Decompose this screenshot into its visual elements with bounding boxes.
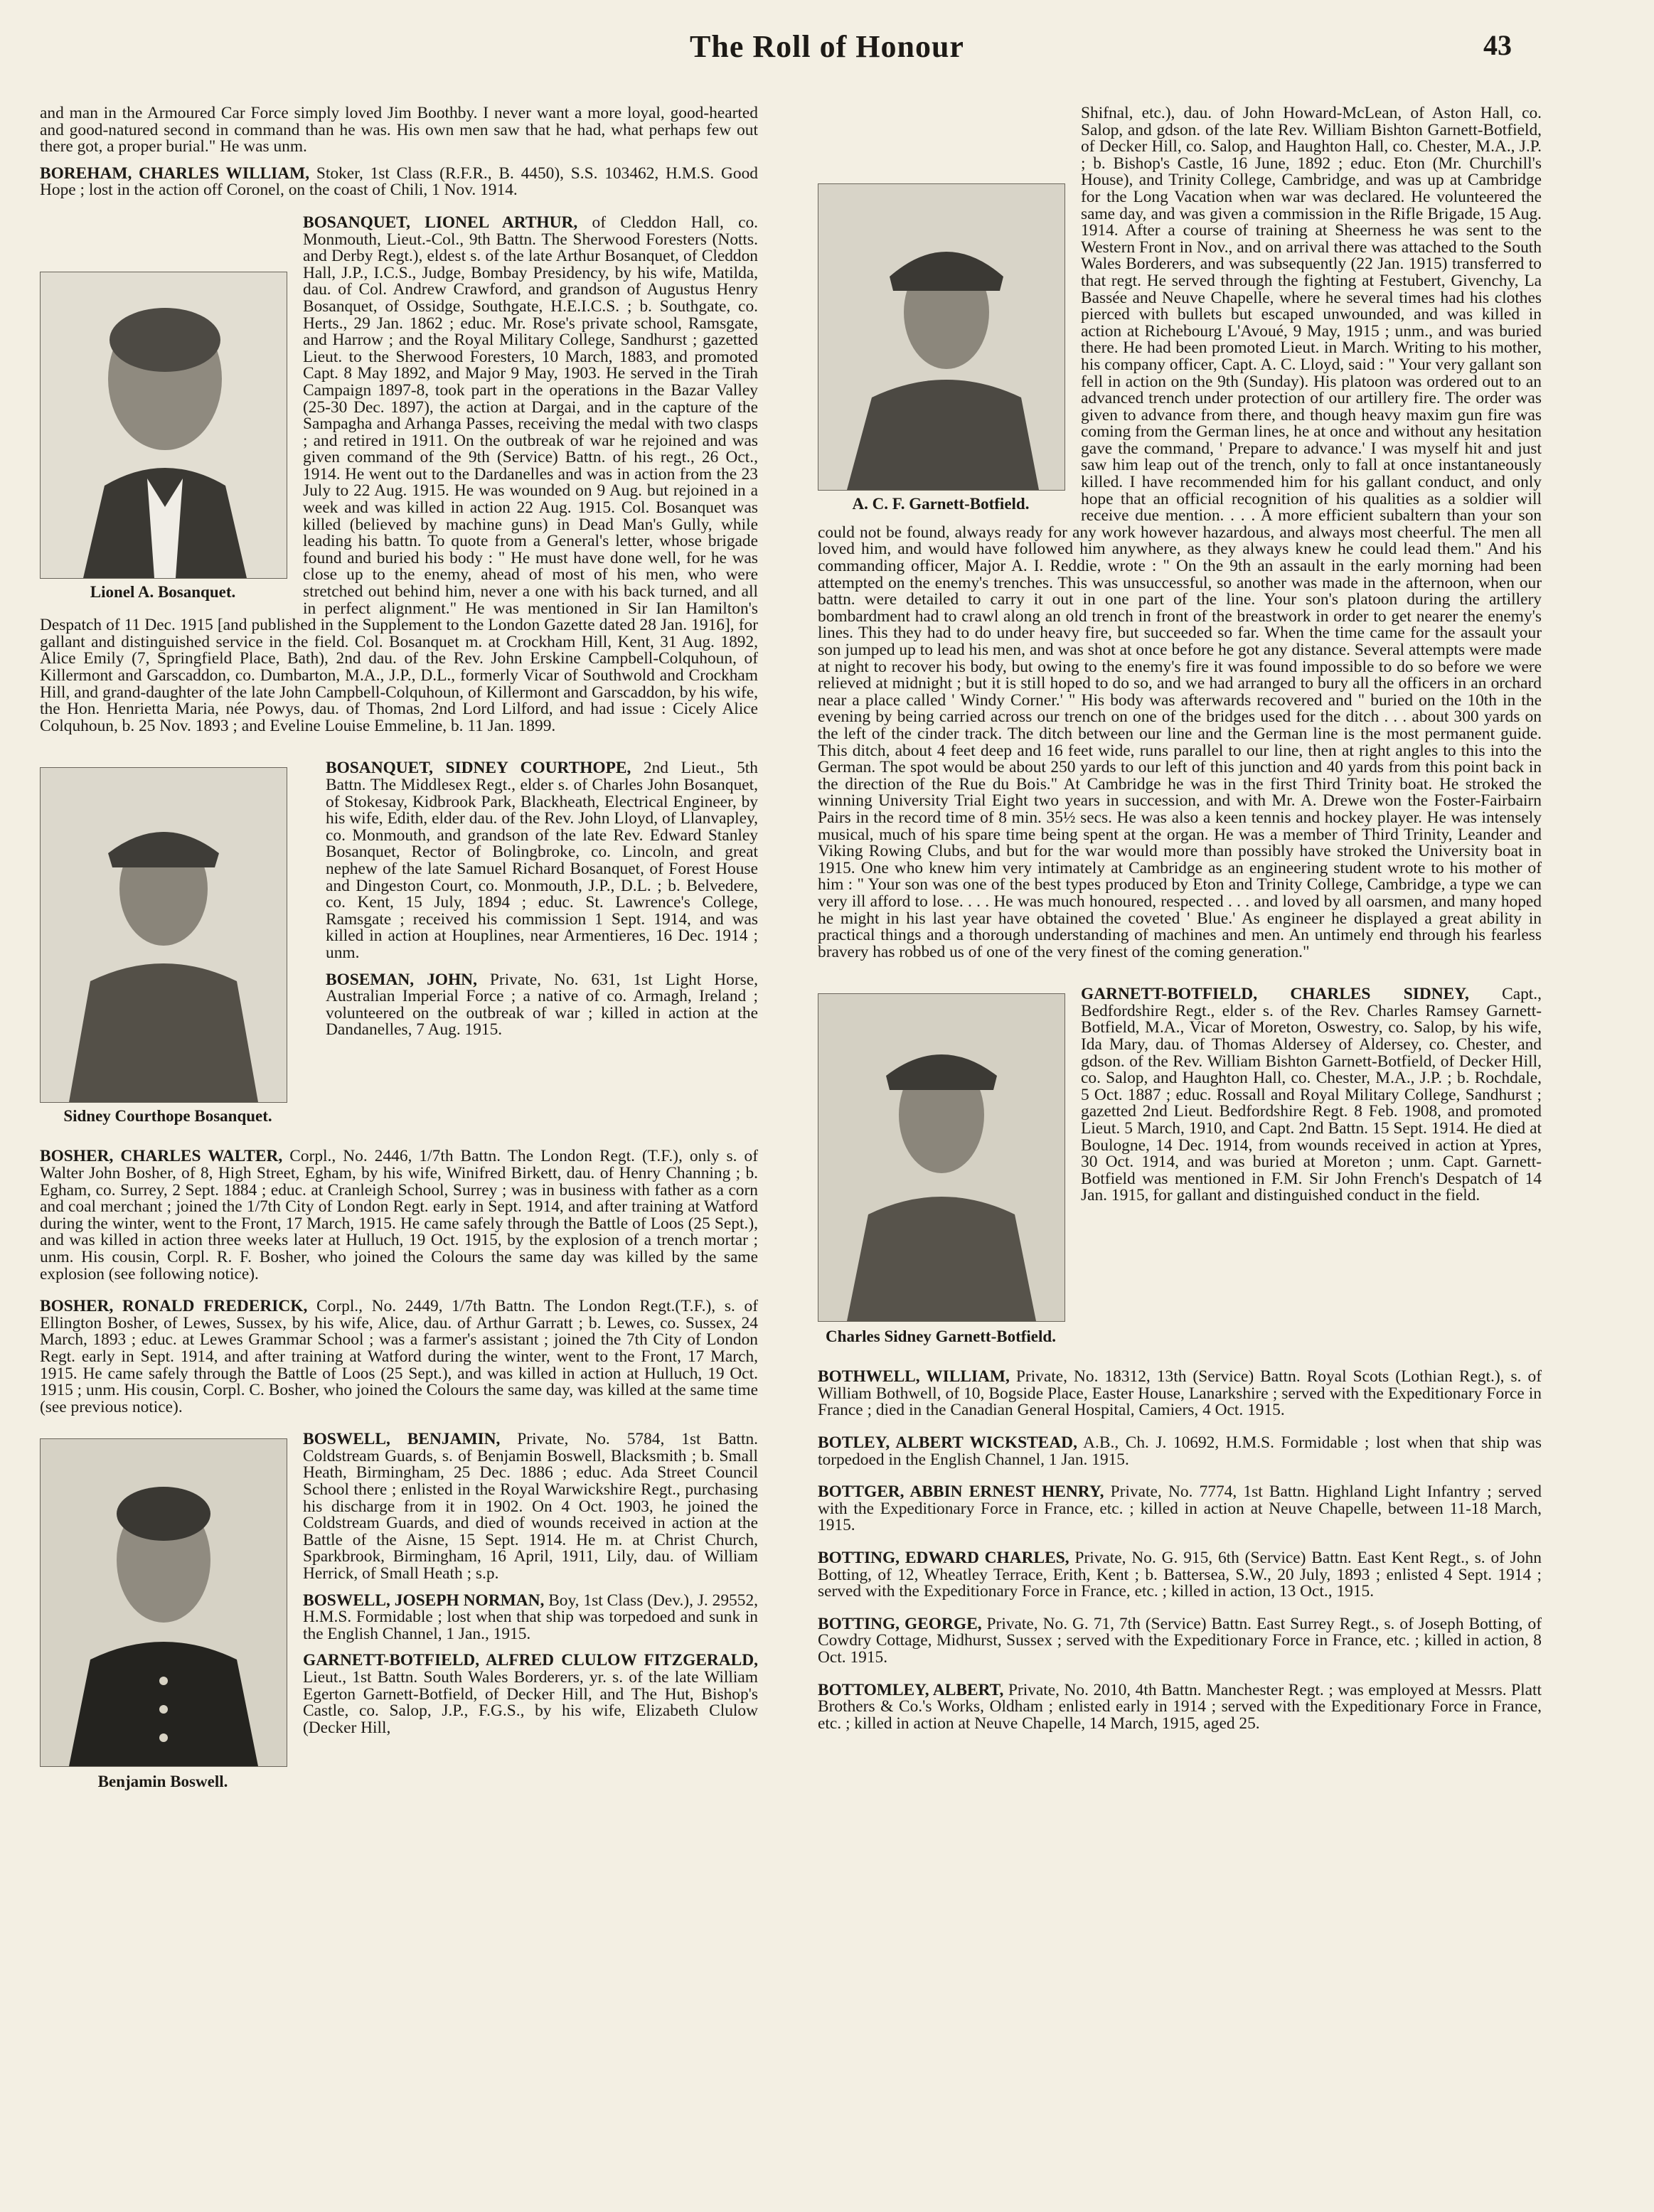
entry-text: Private, No. 18312, 13th (Service) Battn. Royal Scots (Lothian Regt.), s. of William Bothwell, of 10, Bogside Place, Easter House, Lanarkshire ; served with the Expeditionary Force in France ; died in the Canadian General Hospital, Camiers, 4 Oct. 1915. (818, 1367, 1542, 1420)
entry-text: Private, No. 2010, 4th Battn. Manchester Regt. ; was employed at Messrs. Platt Brothers & Co.'s Works, Oldham ; enlisted early in 1914 ; served with the Expeditionary Force in France, etc. ; killed in action at Neuve Chapelle, 14 March, 1915, aged 25. (818, 1680, 1542, 1733)
entry-bosher-charles (40, 1148, 758, 1283)
entry-text: Capt., Bedfordshire Regt., elder s. of the Rev. Charles Ramsey Garnett-Botfield, M.A., Vicar of Moreton, Oswestry, co. Salop, by his wife, Ida Mary, dau. of Thomas Aldersey of Aldersey, co. Chester, and gdson. of the Rev. William Bishton Garnett-Botfield, of Decker Hill, co. Salop, and Haughton Hall, co. Chester, M.A., J.P. ; b. Rochdale, 5 Oct. 1887 ; educ. Rossall and Royal Military College, Sandhurst ; gazetted 2nd Lieut. Bedfordshire Regt. 8 Feb. 1908, and promoted Lieut. 5 March, 1910, and Capt. 2nd Battn. 15 Sept. 1914. He died at Boulogne, 14 Dec. 1914, from wounds received in action at Ypres, 30 Oct. 1914, and was buried at Moreton ; unm. Capt. Garnett-Botfield was mentioned in F.M. Sir John French's Despatch of 14 Jan. 1915, for gallant and distinguished conduct in the field. (1081, 985, 1542, 1205)
entry-text: of Cleddon Hall, co. Monmouth, Lieut.-Col., 9th Battn. The Sherwood Foresters (Notts. and Derby Regt.), eldest s. of the late Arthur Bosanquet, of Cleddon Hall, J.P., I.C.S., Judge, Bombay Presidency, by his wife, Matilda, dau. of Col. Andrew Crawford, and grandson of Augustus Henry Bosanquet, of Ossidge, Southgate, H.E.I.C.S. ; b. Southgate, co. Herts., 29 Jan. 1862 ; educ. Mr. Rose's private school, Ramsgate, and Harrow ; and the Royal Military College, Sandhurst ; gazetted Lieut. to the Sherwood Foresters, 10 March, 1883, and promoted Capt. 8 May 1892, and Major 9 May, 1903. He served in the Tirah Campaign 1897-8, took part in the operations in the Bazar Valley (25-30 Dec. 1897), the action at Dargai, and in the capture of the Sampagha and Arhanga Passes, receiving the medal with two clasps ; and retired in 1911. On the outbreak of war he rejoined and was given command of the 9th (Service) Battn. of his regt., 26 Oct., 1914. He went out to the Dardanelles and was in action from the 23 July to 22 Aug. 1915. He was wounded on 9 Aug. but rejoined in a week and was killed in action 22 Aug. 1915. Col. Bosanquet was killed (believed by machine guns) in Dead Man's Gully, while leading his battn. To quote from a General's letter, whose brigade found and buried his body : " He must have done well, for he was close up to the enemy, ahead of most of his men, who were stretched out behind him, never a one with his back turned, and all in perfect alignment." He was mentioned in Sir Ian Hamilton's Despatch of 11 Dec. 1915 [and published in the Supplement to the London Gazette dated 28 Jan. 1916], for gallant and distinguished service in the field. Col. Bosanquet m. at Crockham Hill, Kent, 31 Aug. 1892, Alice Emily (7, Springfield Place, Bath), 2nd dau. of the Rev. John Erskine Campbell-Colquhoun, of Killermont and Garscaddon, co. Dumbarton, M.A., J.P., D.L., formerly Vicar of Southwold and Crockham Hill, and grand-daughter of the late John Campbell-Colquhoun, of Killermont and Garscaddon, by his wife, the Hon. Henrietta Maria, née Powys, dau. of Thomas, 2nd Lord Lilford, and had issue : Cicely Alice Colquhoun, b. 25 Nov. 1893 ; and Eveline Louise Emmeline, b. 11 Jan. 1899. (40, 213, 758, 735)
portrait-photo (40, 1438, 287, 1767)
portrait-caption: Lionel A. Bosanquet. (90, 582, 236, 601)
entry-name: BOTTOMLEY, ALBERT, (818, 1680, 1004, 1699)
portrait-caption: Sidney Courthope Bosanquet. (63, 1107, 272, 1126)
entry-name: GARNETT-BOTFIELD, CHARLES SIDNEY, (1081, 985, 1469, 1004)
entry-botting-edward (818, 1550, 1542, 1601)
entry-text: Boy, 1st Class (Dev.), J. 29552, H.M.S. Formidable ; lost when that ship was torpedoed and sunk in the English Channel, 1 Jan., 1915. (303, 1591, 758, 1643)
entry-text: Private, No. 5784, 1st Battn. Coldstream Guards, s. of Benjamin Boswell, Blacksmith ; b. Small Heath, Birmingham, 25 Dec. 1886 ; educ. Ada Street Council School there ; enlisted in the Royal Warwickshire Regt., purchasing his discharge from it in 1902. On 4 Oct. 1903, he joined the Coldstream Guards, and died of wounds received in action at the Battle of the Aisne, 15 Sept. 1914. He m. at Christ Church, Sparkbrook, Birmingham, 16 April, 1911, Lily, dau. of William Herrick, of Small Heath ; s.p. (303, 1430, 758, 1583)
entry-name: BOTTING, GEORGE, (818, 1614, 982, 1633)
page-title: The Roll of Honour (690, 29, 964, 64)
portrait-photo (818, 993, 1065, 1322)
entry-name: BOTHWELL, WILLIAM, (818, 1367, 1010, 1386)
entry-bosanquet-lionel (40, 215, 758, 744)
entry-bosanquet-sidney (40, 760, 758, 1133)
entry-bothwell (818, 1369, 1542, 1419)
entry-boswell-benjamin (40, 1430, 758, 1791)
entry-text: 2nd Lieut., 5th Battn. The Middlesex Regt., elder s. of Charles John Bosanquet, of Stokesay, Kidbrook Park, Blackheath, Electrical Engineer, by his wife, Edith, elder dau. of the Rev. John Lloyd, of Llanvapley, co. Monmouth, and grandson of the late Rev. Edward Stanley Bosanquet, Rector of Bolingbroke, co. Lincoln, and great nephew of the late Samuel Richard Bosanquet, of Forest House and Dingeston Court, co. Monmouth, J.P., D.L. ; b. Belvedere, co. Kent, 15 July, 1894 ; educ. St. Lawrence's College, Ramsgate ; received his commission 1 Sept. 1914, and was killed in action at Houplines, near Armentieres, 16 Dec. 1914 ; unm. (326, 759, 758, 962)
right-column (818, 105, 1542, 1748)
portrait-caption: A. C. F. Garnett-Botfield. (852, 495, 1030, 513)
portrait-block (818, 993, 1065, 1346)
entry-bottomley (818, 1682, 1542, 1733)
continued-paragraph: and man in the Armoured Car Force simply loved Jim Boothby. I never want a more loyal, good-hearted and good-natured second in command than he was. His own men saw that he had, what perhaps few out there got, a proper burial." He was unm. (40, 104, 758, 156)
entry-text: Private, No. 7774, 1st Battn. Highland Light Infantry ; served with the Expeditionary Force in France, etc. ; killed in action at Neuve Chapelle, between 11-18 March, 1915. (818, 1482, 1542, 1535)
entry-name: GARNETT-BOTFIELD, ALFRED CLULOW FITZGERALD, (303, 1651, 758, 1670)
entry-botley (818, 1435, 1542, 1468)
left-column (40, 105, 758, 1798)
entry-name: BOSWELL, BENJAMIN, (303, 1430, 501, 1449)
entry-text: Corpl., No. 2449, 1/7th Battn. The London Regt.(T.F.), s. of Ellington Bosher, of Lewes, Sussex, by his wife, Alice, dau. of Arthur Garratt ; b. Lewes, co. Sussex, 24 March, 1893 ; educ. at Lewes Grammar School ; was a farmer's assistant ; joined the 7th City of London Regt. early in Sept. 1914, and after training at Watford during the winter, went to the Front, 17 March, 1915. He came safely through the Battle of Loos (25 Sept.), and was killed in action at Hulluch, 19 Oct. 1915 ; unm. His cousin, Corpl. C. Bosher, who joined the Colours the same day, was killed at the same time (see previous notice). (40, 1297, 758, 1416)
entry-name: BOSHER, CHARLES WALTER, (40, 1147, 283, 1166)
portrait-caption: Charles Sidney Garnett-Botfield. (826, 1327, 1056, 1346)
portrait-block (818, 183, 1065, 513)
entry-garnett-alfred-continued (818, 105, 1542, 971)
entry-text: Lieut., 1st Battn. South Wales Borderers, yr. s. of the late William Egerton Garnett-Botfield, of Decker Hill, and The Hut, Bishop's Castle, co. Salop, J.P., F.G.S., by his wife, Elizabeth Clulow (Decker Hill, (303, 1668, 758, 1737)
page-number: 43 (1483, 29, 1512, 61)
entry-text: Private, No. 631, 1st Light Horse, Australian Imperial Force ; a native of co. Armagh, Ireland ; volunteered on the outbreak of war ; killed in action at the Dandanelles, 7 Aug. 1915. (326, 970, 758, 1040)
entry-name: BOSHER, RONALD FREDERICK, (40, 1297, 308, 1316)
entry-name: BOSWELL, JOSEPH NORMAN, (303, 1591, 545, 1610)
entry-body: Shifnal, etc.), dau. of John Howard-McLean, of Aston Hall, co. Salop, and gdson. of the late Rev. William Bishton Garnett-Botfield, of Decker Hill, co. Salop, and Haughton Hall, co. Chester, M.A., J.P. ; b. Bishop's Castle, 16 June, 1892 ; educ. Eton (Mr. Churchill's House), and Trinity College, Cambridge, and was up at Cambridge for the Long Vacation when war was declared. He volunteered the same day, and was given a commission in the Rifle Brigade, 15 Aug. 1914. After a course of training at Sheerness he was sent to the Western Front in Nov., and on arrival there was attached to the South Wales Borderers, and was subsequently (22 Jan. 1915) transferred to that regt. He served through the fighting at Festubert, Givenchy, La Bassée and Neuve Chapelle, where he several times had his clothes pierced with bullets but escaped unwounded, and was killed in action at Richebourg L'Avoué, 9 May, 1915 ; unm., and was buried there. He had been promoted Lieut. in March. Writing to his mother, his company officer, Capt. A. C. Lloyd, said : " Your very gallant son fell in action on the 9th (Sunday). His platoon was ordered out to an advanced trench under protection of our artillery fire. The order was given to advance from there, and though heavy maxim gun fire was coming from the German lines, he at once and without any hesitation gave the command, ' Prepare to advance.' I was myself hit and just saw him leap out of the trench, only to fall at once instantaneously killed. I have recommended him for his gallant conduct, and only hope that an official recognition of his qualities as a soldier will receive due mention. . . . A more efficient subaltern than your son could not be found, always ready for any work however hazardous, and always most cheerful. The men all loved him, and would have followed him anywhere, as they always knew he could lead them." And his commanding officer, Major A. I. Reddie, wrote : " On the 9th an assault in the early morning had been attempted on the enemy's trenches. This was unsuccessful, so another was made in the afternoon, when our battn. were detailed to carry it out in one part of the line. Your son's platoon during the artillery bombardment had to crawl along an old trench in front of the breastwork in order to get nearer the enemy's lines. This they had to do under heavy fire, but succeeded so far. When the time came for the assault your son jumped up to lead his men, and was shot at once before he got any distance. Several attempts were made at night to recover his body, but owing to the enemy's fire it was found impossible to do so before we were relieved at midnight ; but it is still hoped to do so, and we had arranged to bury all the officers in an orchard near a place called ' Windy Corner.' " His body was afterwards recovered and " buried on the 10th in the evening by being carried across our trench on one of the bridges used for the ditch . . . about 300 yards on the left of the cinder track. The ditch between our line and the German line is the most permanent guide. This ditch, about 4 feet deep and 16 feet wide, runs parallel to our line, then at right angles to this into the German. The spot would be about 250 yards to our left of this junction and 40 yards from this point back in the direction of the Rue du Bois." At Cambridge he was in the first Third Trinity boat. He stroked the winning University Trial Eight two years in succession, and with Mr. A. Drewe won the Foster-Fairbairn Pairs in the record time of 8 min. 35½ secs. He was also a keen tennis and hockey player. He was intensely musical, much of his spare time being spent at the organ. He was a member of Third Trinity, Leander and Viking Rowing Clubs, and but for the war would more than possibly have stroked the University boat in 1915. One who knew him very intimately at Cambridge as an engineering student wrote to his mother of him : " Your son was one of the best types produced by Eton and Trinity College, Cambridge, a type we can very ill afford to lose. . . . He was much honoured, respected . . . and loved by all oarsmen, and many hoped he might in his last year have obtained the coveted ' Blue.' As engineer he displayed a great ability in practical things and a thorough understanding of machines and men. An untimely end through his fearless bravery has robbed us of one of the very finest of the coming generation." (818, 104, 1542, 961)
portrait-photo (818, 183, 1065, 491)
entry-name: BOTTGER, ABBIN ERNEST HENRY, (818, 1482, 1104, 1502)
portrait-block (40, 767, 310, 1126)
entry-text: Private, No. G. 71, 7th (Service) Battn. East Surrey Regt., s. of Joseph Botting, of Cowdry Cottage, Midhurst, Sussex ; served with the Expeditionary Force in France, etc. ; killed in action, 8 Oct. 1915. (818, 1614, 1542, 1667)
entry-name: BOREHAM, CHARLES WILLIAM, (40, 164, 310, 183)
portrait-photo (40, 767, 287, 1103)
portrait-photo (40, 272, 287, 579)
portrait-caption: Benjamin Boswell. (97, 1773, 228, 1791)
entry-text: Corpl., No. 2446, 1/7th Battn. The London Regt. (T.F.), only s. of Walter John Bosher, of 8, High Street, Egham, by his wife, Winifred Birkett, dau. of Henry Channing ; b. Egham, co. Surrey, 2 Sept. 1884 ; educ. at Cranleigh School, Surrey ; was in business with father as a corn and coal merchant ; joined the 1/7th City of London Regt. early in Sept. 1914, and after training at Watford during the winter, went to the Front, 17 March, 1915. He came safely through the Battle of Loos (25 Sept.), and was killed in action three weeks later at Hulluch, 19 Oct. 1915, by the explosion of a trench mortar ; unm. His cousin, Corpl. R. F. Bosher, who joined the Colours the same day was killed by the same explosion (see following notice). (40, 1147, 758, 1283)
entry-name: BOTLEY, ALBERT WICKSTEAD, (818, 1433, 1077, 1453)
entry-name: BOTTING, EDWARD CHARLES, (818, 1549, 1069, 1568)
entry-boreham (40, 166, 758, 199)
entry-name: BOSEMAN, JOHN, (326, 970, 477, 989)
entry-text: A.B., Ch. J. 10692, H.M.S. Formidable ; lost when that ship was torpedoed in the English Channel, 1 Jan. 1915. (818, 1433, 1542, 1469)
entry-name: BOSANQUET, LIONEL ARTHUR, (303, 213, 578, 232)
entry-text: Private, No. G. 915, 6th (Service) Battn. East Kent Regt., s. of John Botting, of 12, Wheatley Terrace, Erith, Kent ; b. Battersea, S.W., 20 July, 1893 ; enlisted 4 Sept. 1914 ; served with the Expeditionary Force in France, etc. ; killed in action, 13 Oct., 1915. (818, 1549, 1542, 1601)
entry-botting-george (818, 1616, 1542, 1667)
portrait-block (40, 272, 287, 602)
entry-text: Stoker, 1st Class (R.F.R., B. 4450), S.S. 103462, H.M.S. Good Hope ; lost in the action off Coronel, on the coast of Chili, 1 Nov. 1914. (40, 164, 758, 200)
portrait-block (40, 1438, 287, 1791)
entry-garnett-charles (818, 986, 1542, 1353)
entry-bosher-ronald (40, 1298, 758, 1416)
entry-name: BOSANQUET, SIDNEY COURTHOPE, (326, 759, 631, 778)
entry-bottger (818, 1484, 1542, 1534)
